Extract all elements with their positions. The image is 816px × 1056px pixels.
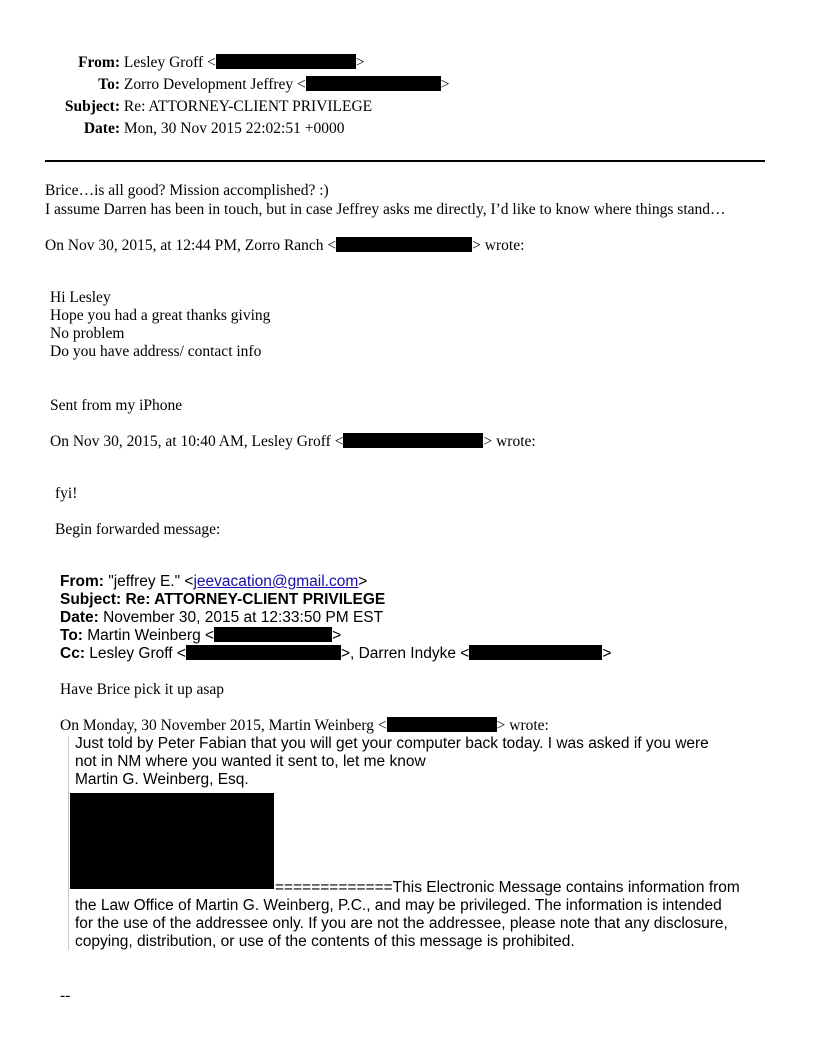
quote-bar (68, 736, 69, 950)
bracket: > (440, 76, 450, 93)
fwd-date (60, 609, 383, 627)
fwd-from-pre: "jeffrey E." < (108, 573, 194, 590)
quoted-line-6: for the use of the addressee only. If you are not the addressee, please note that any disclosure, (75, 915, 728, 932)
quoted-line-5: the Law Office of Martin G. Weinberg, P.C., and may be privileged. The information is intended (75, 897, 722, 914)
header-to (0, 76, 450, 94)
reply1-line-4: Do you have address/ contact info (50, 343, 262, 360)
date-value: Mon, 30 Nov 2015 22:02:51 +0000 (123, 120, 345, 137)
quote-attribution-2 (50, 433, 536, 451)
quoted-line-1: Just told by Peter Fabian that you will get your computer back today. I was asked if you were (75, 735, 709, 752)
header-date (0, 120, 344, 138)
fwd-date-label: Date: (60, 609, 99, 626)
reply1-line-2: Hope you had a great thanks giving (50, 307, 271, 324)
fwd-cc-mid: >, Darren Indyke < (340, 645, 470, 662)
fwd-from-label: From: (60, 573, 104, 590)
redaction (387, 717, 497, 732)
subject-label: Subject: (64, 98, 120, 115)
reply1-line-3: No problem (50, 325, 125, 342)
redaction (214, 627, 332, 642)
fwd-from-post: > (358, 573, 368, 590)
bracket: > (355, 54, 365, 71)
fwd-message: Have Brice pick it up asap (60, 681, 224, 698)
quoted-line-7: copying, distribution, or use of the contents of this message is prohibited. (75, 933, 575, 950)
fwd-subject (60, 591, 385, 609)
quoted-line-4: =============This Electronic Message contains information from (275, 879, 740, 896)
quote2-post: > wrote: (483, 433, 536, 450)
bracket: > (332, 627, 342, 644)
date-label: Date: (83, 120, 120, 137)
bracket: > (602, 645, 612, 662)
fwd-to-pre: Martin Weinberg < (87, 627, 215, 644)
fwd-from (60, 573, 367, 591)
fwd-from-email-link[interactable]: jeevacation@gmail.com (193, 573, 359, 590)
redaction (306, 76, 441, 91)
fwd-to (60, 627, 341, 645)
fyi-text: fyi! (55, 485, 78, 502)
quote3-post: > wrote: (496, 717, 549, 734)
quoted-line-2: not in NM where you wanted it sent to, let me know (75, 753, 426, 770)
fwd-to-label: To: (60, 627, 83, 644)
header-subject (0, 98, 372, 116)
to-label: To: (98, 76, 120, 93)
header-divider (45, 160, 765, 162)
subject-value: Re: ATTORNEY-CLIENT PRIVILEGE (123, 98, 373, 115)
quote3-pre: On Monday, 30 November 2015, Martin Weinberg < (60, 717, 387, 734)
quote-attribution-1 (45, 237, 524, 255)
redaction (336, 237, 472, 252)
fwd-date-value: November 30, 2015 at 12:33:50 PM EST (103, 609, 384, 626)
header-from (0, 54, 365, 72)
sent-from: Sent from my iPhone (50, 397, 183, 414)
fwd-cc-label: Cc: (60, 645, 85, 662)
quote1-post: > wrote: (472, 237, 525, 254)
from-name: Lesley Groff < (123, 54, 216, 71)
quote1-pre: On Nov 30, 2015, at 12:44 PM, Zorro Ranch < (45, 237, 337, 254)
body-line-2: I assume Darren has been in touch, but in case Jeffrey asks me directly, I’d like to know where things stand… (45, 201, 726, 218)
fwd-subject-value: Re: ATTORNEY-CLIENT PRIVILEGE (125, 591, 386, 608)
quoted-line-3: Martin G. Weinberg, Esq. (75, 771, 249, 788)
redaction (469, 645, 602, 660)
quote2-pre: On Nov 30, 2015, at 10:40 AM, Lesley Groff < (50, 433, 344, 450)
fwd-subject-label: Subject: (60, 591, 122, 608)
fwd-cc-pre: Lesley Groff < (89, 645, 186, 662)
signature-redaction (70, 793, 274, 889)
body-line-1: Brice…is all good? Mission accomplished? :) (45, 182, 329, 199)
begin-forwarded: Begin forwarded message: (55, 521, 221, 538)
fwd-cc (60, 645, 611, 663)
footer-dashes: -- (60, 987, 71, 1004)
redaction (216, 54, 356, 69)
reply1-line-1: Hi Lesley (50, 289, 111, 306)
from-label: From: (78, 54, 120, 71)
redaction (343, 433, 483, 448)
to-name: Zorro Development Jeffrey < (123, 76, 306, 93)
redaction (186, 645, 341, 660)
quote-attribution-3 (60, 717, 549, 735)
